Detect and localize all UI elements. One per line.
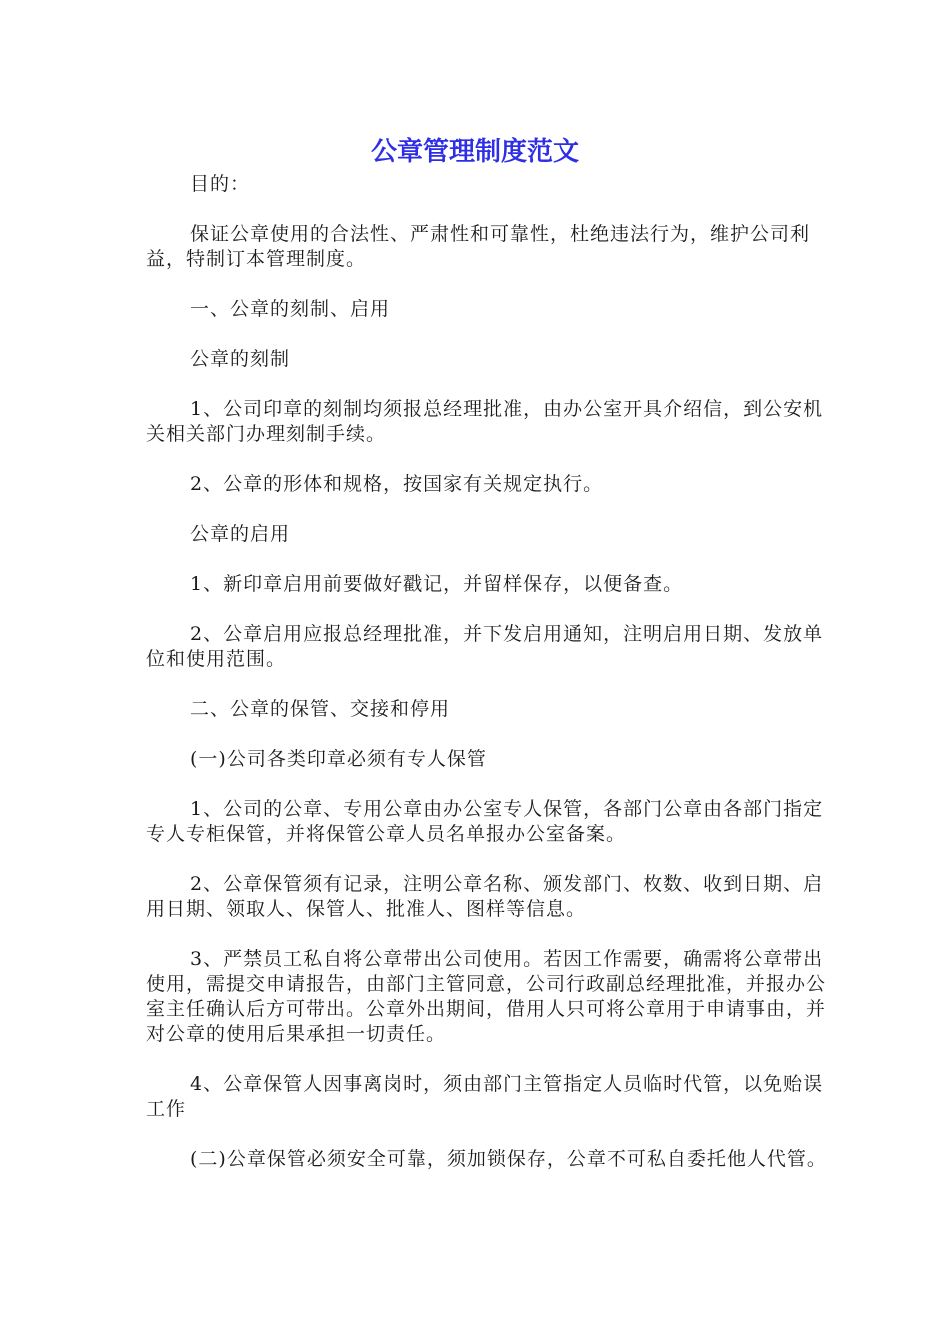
paragraph-activation-2: 2、公章启用应报总经理批准，并下发启用通知，注明启用日期、发放单位和使用范围。 [146,623,824,670]
paragraph-custody-2: 2、公章保管须有记录，注明公章名称、颁发部门、枚数、收到日期、启用日期、领取人、保管人、批准人、图样等信息。 [146,873,824,920]
subsection-heading-custody: (一)公司各类印章必须有专人保管 [190,748,487,770]
document-body [146,172,830,1197]
paragraph-purpose-heading: 目的： [190,173,251,195]
section-heading-1: 一、公章的刻制、启用 [190,298,391,320]
paragraph-activation-1: 1、新印章启用前要做好戳记，并留样保存，以便备查。 [190,573,684,595]
paragraph-purpose-text: 保证公章使用的合法性、严肃性和可靠性，杜绝违法行为，维护公司利益，特制订本管理制度。 [146,223,811,270]
paragraph-custody-4: 4、公章保管人因事离岗时，须由部门主管指定人员临时代管，以免贻误工作 [146,1073,824,1120]
paragraph-custody-3: 3、严禁员工私自将公章带出公司使用。若因工作需要，确需将公章带出使用，需提交申请报告，由部门主管同意，公司行政副总经理批准，并报办公室主任确认后方可带出。公章外出期间，借用人只可将公章用于申请事由，并对公章的使用后果承担一切责任。 [146,948,827,1045]
paragraph-custody-1: 1、公司的公章、专用公章由办公室专人保管，各部门公章由各部门指定专人专柜保管，并将保管公章人员名单报办公室备案。 [146,798,824,845]
subsection-heading-activation: 公章的启用 [190,523,291,545]
paragraph-engraving-2: 2、公章的形体和规格，按国家有关规定执行。 [190,473,604,495]
subsection-heading-engraving: 公章的刻制 [190,348,291,370]
subsection-heading-security: (二)公章保管必须安全可靠，须加锁保存，公章不可私自委托他人代管。 [190,1148,827,1170]
section-heading-2: 二、公章的保管、交接和停用 [190,698,451,720]
document-title: 公章管理制度范文 [370,137,579,167]
paragraph-engraving-1: 1、公司印章的刻制均须报总经理批准，由办公室开具介绍信，到公安机关相关部门办理刻制手续。 [146,398,824,445]
